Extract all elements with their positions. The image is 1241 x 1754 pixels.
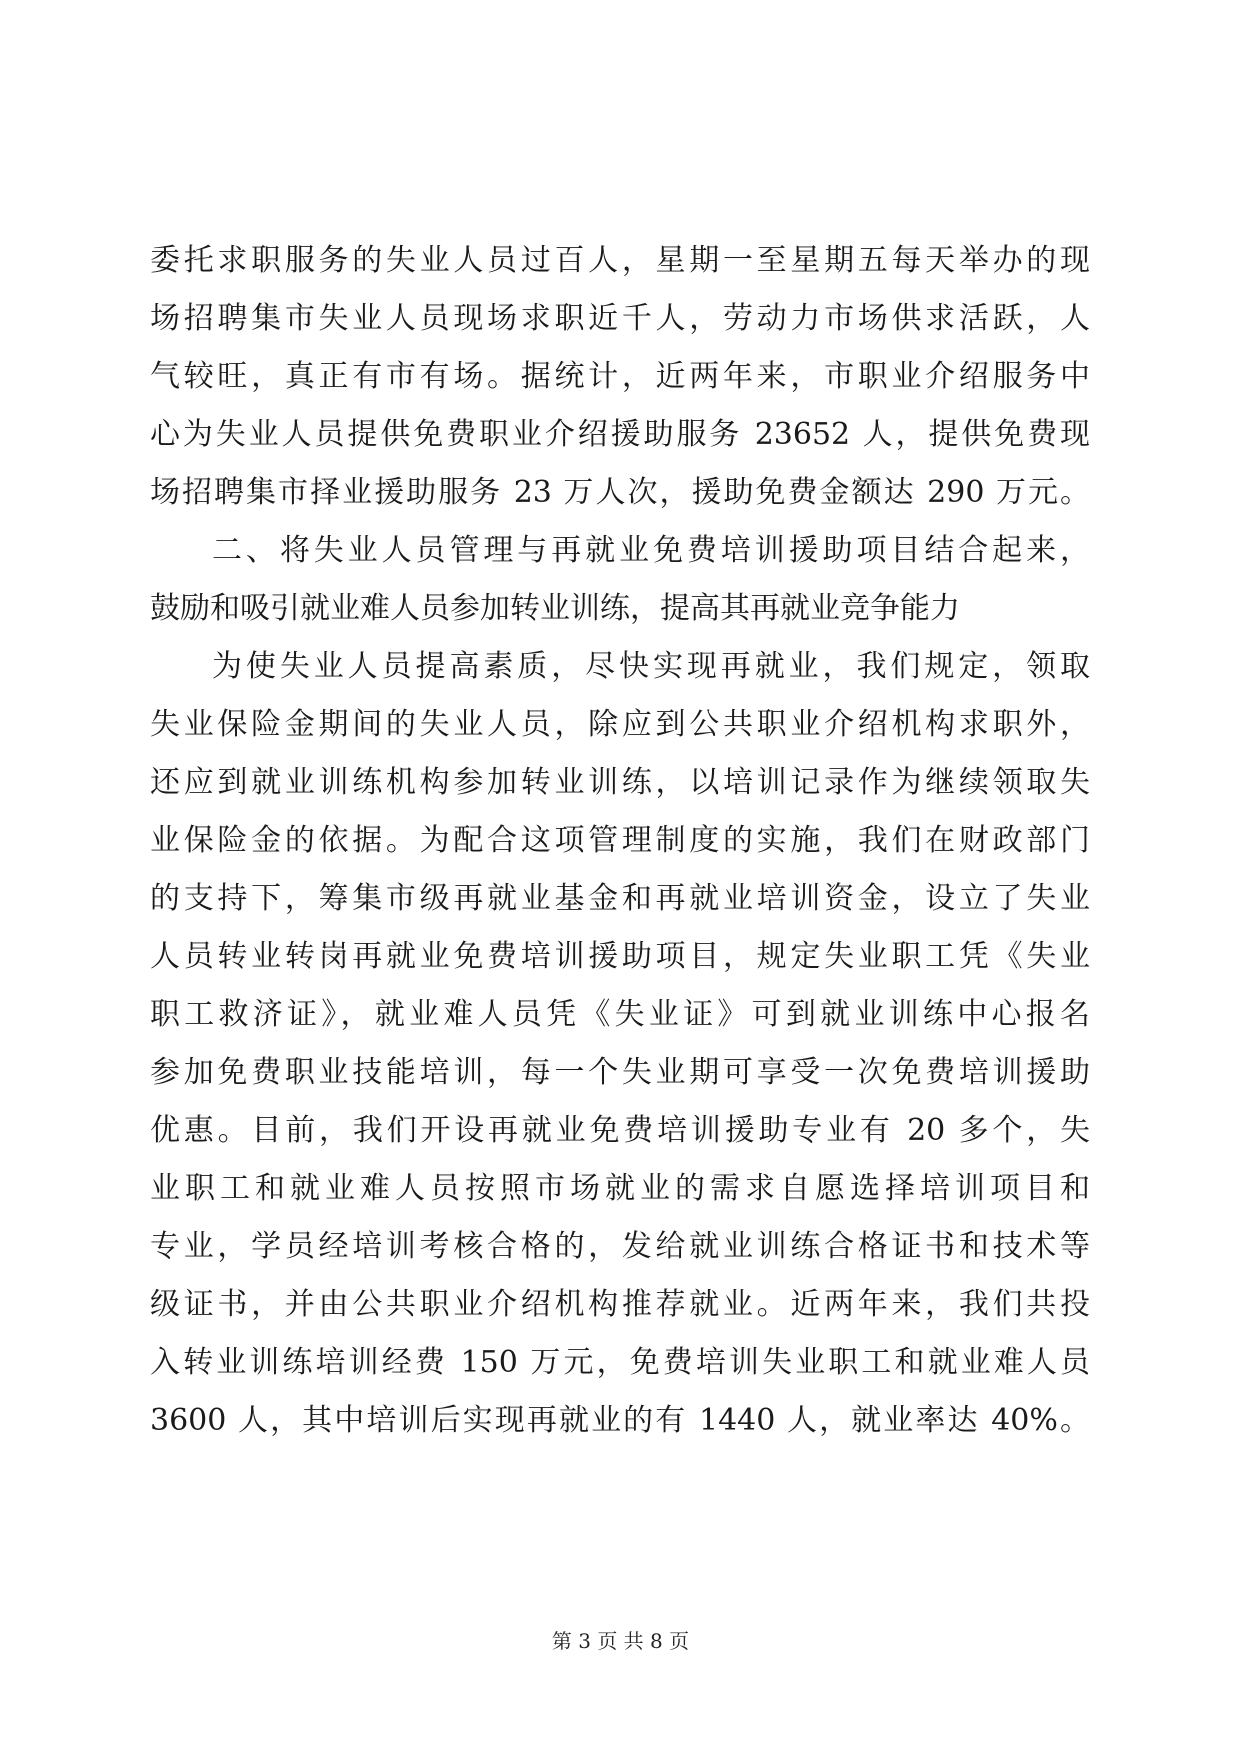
text-line: 优惠。目前，我们开设再就业免费培训援助专业有 20 多个，失 [150, 1113, 1090, 1148]
text-line: 业保险金的依据。为配合这项管理制度的实施，我们在财政部门 [150, 823, 1090, 858]
text-line: 业职工和就业难人员按照市场就业的需求自愿选择培训项目和 [150, 1171, 1090, 1206]
text-line: 心为失业人员提供免费职业介绍援助服务 23652 人，提供免费现 [150, 417, 1090, 452]
text-line: 的支持下，筹集市级再就业基金和再就业培训资金，设立了失业 [150, 881, 1090, 916]
text-line: 还应到就业训练机构参加转业训练，以培训记录作为继续领取失 [150, 765, 1090, 800]
text-line: 场招聘集市失业人员现场求职近千人，劳动力市场供求活跃，人 [150, 301, 1090, 336]
body-text [150, 232, 1090, 1450]
text-line: 级证书，并由公共职业介绍机构推荐就业。近两年来，我们共投 [150, 1287, 1090, 1322]
text-line: 气较旺，真正有市有场。据统计，近两年来，市职业介绍服务中 [150, 359, 1090, 394]
text-line: 委托求职服务的失业人员过百人，星期一至星期五每天举办的现 [150, 243, 1090, 278]
text-line: 场招聘集市择业援助服务 23 万人次，援助免费金额达 290 万元。 [150, 475, 1090, 510]
text-line: 入转业训练培训经费 150 万元，免费培训失业职工和就业难人员 [150, 1345, 1090, 1380]
section-heading-line: 鼓励和吸引就业难人员参加转业训练，提高其再就业竞争能力 [150, 591, 960, 626]
text-line: 专业，学员经培训考核合格的，发给就业训练合格证书和技术等 [150, 1229, 1090, 1264]
text-line: 失业保险金期间的失业人员，除应到公共职业介绍机构求职外， [150, 707, 1090, 742]
section-heading-line: 二、将失业人员管理与再就业免费培训援助项目结合起来， [212, 533, 1090, 568]
text-line: 3600 人，其中培训后实现再就业的有 1440 人，就业率达 40%。 [150, 1403, 1090, 1438]
text-line: 为使失业人员提高素质，尽快实现再就业，我们规定，领取 [212, 649, 1090, 684]
text-line: 人员转业转岗再就业免费培训援助项目，规定失业职工凭《失业 [150, 939, 1090, 974]
text-line: 职工救济证》，就业难人员凭《失业证》可到就业训练中心报名 [150, 997, 1090, 1032]
page-number-footer: 第 3 页 共 8 页 [551, 1629, 690, 1653]
text-line: 参加免费职业技能培训，每一个失业期可享受一次免费培训援助 [150, 1055, 1090, 1090]
